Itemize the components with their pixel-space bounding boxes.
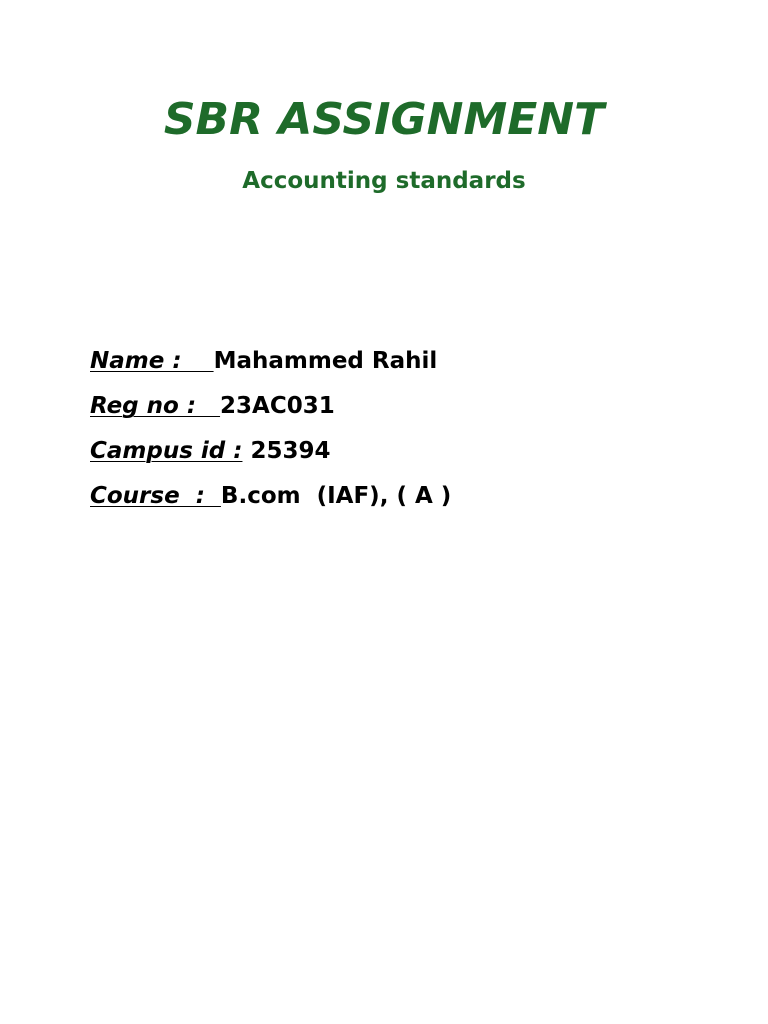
- course-value: B.com (IAF), ( A ): [220, 483, 452, 509]
- document-subtitle: Accounting standards: [242, 168, 526, 194]
- name-value: Mahammed Rahil: [213, 348, 438, 374]
- campus-id-row: [90, 436, 730, 466]
- course-row: [90, 481, 730, 511]
- reg-no-value: 23AC031: [220, 393, 335, 419]
- course-label: Course :: [90, 483, 221, 509]
- name-row: [90, 346, 730, 376]
- reg-no-row: [90, 391, 730, 421]
- reg-no-label: Reg no :: [90, 393, 221, 419]
- campus-id-value: 25394: [242, 438, 331, 464]
- name-label: Name :: [90, 348, 214, 374]
- campus-id-label: Campus id :: [90, 438, 243, 464]
- document-title: SBR ASSIGNMENT: [163, 94, 605, 145]
